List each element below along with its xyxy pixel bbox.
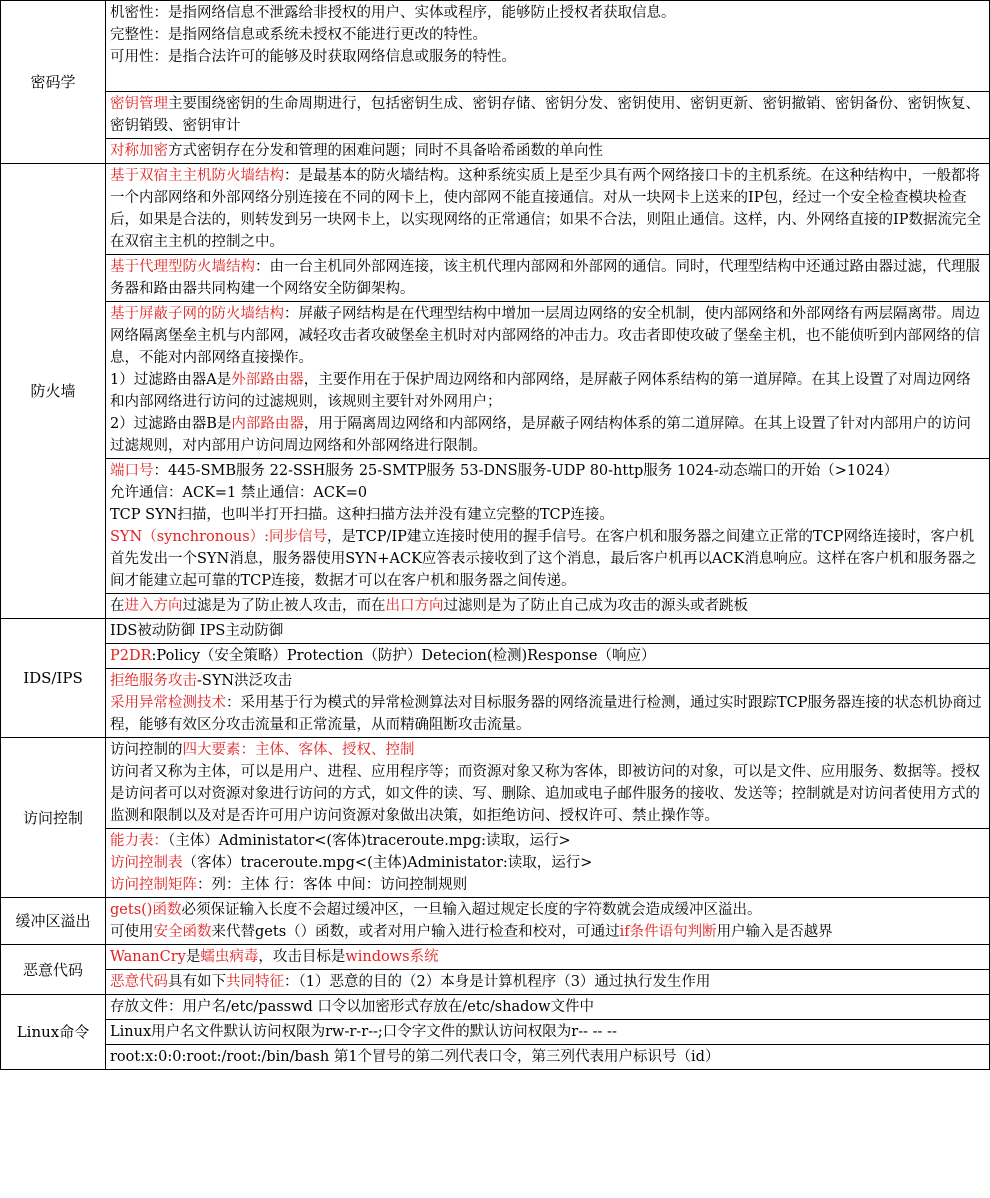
highlight-text: 进入方向 bbox=[124, 598, 183, 614]
content-line bbox=[110, 996, 985, 1018]
table-row bbox=[1, 829, 990, 898]
content-line bbox=[110, 46, 985, 68]
highlight-text: 密钥管理 bbox=[110, 96, 168, 112]
content-cell bbox=[106, 970, 990, 995]
content-line bbox=[110, 303, 985, 369]
table-row bbox=[1, 139, 990, 164]
content-line bbox=[110, 68, 985, 90]
highlight-text: windows系统 bbox=[345, 949, 439, 965]
highlight-text: 安全函数 bbox=[153, 924, 212, 940]
body-text: 在 bbox=[110, 598, 125, 614]
table-row bbox=[1, 945, 990, 970]
content-cell bbox=[106, 459, 990, 594]
body-text: ，攻击目标是 bbox=[258, 949, 346, 965]
content-line bbox=[110, 620, 985, 642]
content-line bbox=[110, 1021, 985, 1043]
content-line bbox=[110, 921, 985, 943]
notes-table-body bbox=[1, 1, 990, 1070]
table-row bbox=[1, 898, 990, 945]
body-text: 是 bbox=[185, 949, 201, 965]
body-text: ，用于隔离周边网络和内部网络，是屏蔽子网结构体系的第二道屏障。在其上设置了针对内部用户的访问过滤规则，对内部用户访问周边网络和外部网络进行限制。 bbox=[110, 416, 971, 454]
body-text: 过滤则是为了防止自己成为攻击的源头或者跳板 bbox=[443, 598, 748, 614]
table-row bbox=[1, 1, 990, 92]
category-cell: 恶意代码 bbox=[1, 945, 106, 995]
table-row bbox=[1, 1045, 990, 1070]
highlight-text: 拒绝服务攻击 bbox=[110, 673, 197, 689]
highlight-text: 外部路由器 bbox=[231, 372, 304, 388]
body-text: 允许通信：ACK=1 禁止通信：ACK=0 bbox=[110, 485, 368, 501]
highlight-text: 端口号 bbox=[110, 463, 154, 479]
content-line bbox=[110, 460, 985, 482]
table-row bbox=[1, 1020, 990, 1045]
content-line bbox=[110, 852, 985, 874]
body-text: ，主要作用在于保护周边网络和内部网络，是屏蔽子网体系结构的第一道屏障。在其上设置了对周边网络和内部网络进行访问的过滤规则，该规则主要针对外网用户； bbox=[110, 372, 971, 410]
body-text: 完整性：是指网络信息或系统未授权不能进行更改的特性。 bbox=[110, 27, 487, 43]
body-text: 可使用 bbox=[110, 924, 154, 940]
category-cell: 访问控制 bbox=[1, 738, 106, 898]
body-text: root:x:0:0:root:/root:/bin/bash 第1个冒号的第二列代表口令，第三列代表用户标识号（id） bbox=[110, 1049, 720, 1065]
content-cell bbox=[106, 594, 990, 619]
content-line bbox=[110, 670, 985, 692]
content-cell bbox=[106, 1, 990, 92]
body-text: ：屏蔽子网结构是在代理型结构中增加一层周边网络的安全机制，使内部网络和外部网络有两层隔离带。周边网络隔离堡垒主机与内部网，减轻攻击者攻破堡垒主机时对内部网络的冲击力。攻击者即使攻破了堡垒主机，也不能侦听到内部网络的信息，不能对内部网络直接操作。 bbox=[110, 306, 980, 366]
body-text: 方式密钥存在分发和管理的困难问题；同时不具备哈希函数的单向性 bbox=[168, 143, 603, 159]
content-cell bbox=[106, 255, 990, 302]
table-row bbox=[1, 459, 990, 594]
content-cell bbox=[106, 738, 990, 829]
highlight-text: 共同特征 bbox=[226, 974, 284, 990]
content-line bbox=[110, 256, 985, 300]
body-text: TCP SYN扫描，也叫半打开扫描。这种扫描方法并没有建立完整的TCP连接。 bbox=[110, 507, 614, 523]
highlight-text: 出口方向 bbox=[385, 598, 444, 614]
table-row bbox=[1, 594, 990, 619]
content-cell bbox=[106, 1020, 990, 1045]
content-line bbox=[110, 874, 985, 896]
highlight-text: 蠕虫病毒 bbox=[200, 949, 259, 965]
content-cell bbox=[106, 945, 990, 970]
body-text: ：是最基本的防火墙结构。这种系统实质上是至少具有两个网络接口卡的主机系统。在这种结构中，一般都将一个内部网络和外部网络分别连接在不同的网卡上，使内部网不能直接通信。对从一块网卡上送来的IP包，经过一个安全检查模块检查后，如果是合法的，则转发到另一块网卡上，以实现网络的正常通信；如果不合法，则阻止通信。这样，内、外网络直接的IP数据流完全在双宿主主机的控制之中。 bbox=[110, 168, 981, 250]
body-text: 访问者又称为主体，可以是用户、进程、应用程序等；而资源对象又称为客体，即被访问的对象，可以是文件、应用服务、数据等。授权是访问者可以对资源对象进行访问的方式，如文件的读、写、删除、追加或电子邮件服务的接收、发送等；控制就是对访问者使用方式的监测和限制以及对是否许可用户访问资源对象做出决策，如拒绝访问、授权许可、禁止操作等。 bbox=[110, 764, 980, 824]
body-text: 存放文件：用户名/etc/passwd 口令以加密形式存放在/etc/shadow文件中 bbox=[110, 999, 595, 1015]
table-row bbox=[1, 669, 990, 738]
table-row bbox=[1, 619, 990, 644]
highlight-text: P2DR bbox=[110, 648, 152, 664]
content-line bbox=[110, 413, 985, 457]
body-text: （客体）traceroute.mpg<(主体)Administator:读取，运行> bbox=[182, 855, 593, 871]
body-text: 过滤是为了防止被人攻击，而在 bbox=[182, 598, 386, 614]
body-text: ：（1）恶意的目的（2）本身是计算机程序（3）通过执行发生作用 bbox=[284, 974, 711, 990]
content-line bbox=[110, 369, 985, 413]
table-row bbox=[1, 644, 990, 669]
body-text: ：列：主体 行：客体 中间：访问控制规则 bbox=[197, 877, 468, 893]
table-row bbox=[1, 970, 990, 995]
body-text: 机密性：是指网络信息不泄露给非授权的用户、实体或程序，能够防止授权者获取信息。 bbox=[110, 5, 676, 21]
highlight-text: 恶意代码 bbox=[110, 974, 168, 990]
highlight-text: if条件语句判断 bbox=[619, 924, 717, 940]
table-row bbox=[1, 995, 990, 1020]
highlight-text: 内部路由器 bbox=[231, 416, 304, 432]
body-text: ：采用基于行为模式的异常检测算法对目标服务器的网络流量进行检测，通过实时跟踪TCP服务器连接的状态机协商过程，能够有效区分攻击流量和正常流量，从而精确阻断攻击流量。 bbox=[110, 695, 982, 733]
body-text: IDS被动防御 IPS主动防御 bbox=[110, 623, 284, 639]
body-text: ：445-SMB服务 22-SSH服务 25-SMTP服务 53-DNS服务-UDP 80-http服务 1024-动态端口的开始（>1024） bbox=[153, 463, 899, 479]
content-line bbox=[110, 595, 985, 617]
content-line bbox=[110, 93, 985, 137]
content-line bbox=[110, 899, 985, 921]
content-line bbox=[110, 830, 985, 852]
content-cell bbox=[106, 669, 990, 738]
content-cell bbox=[106, 829, 990, 898]
content-cell bbox=[106, 139, 990, 164]
content-line bbox=[110, 761, 985, 827]
highlight-text: 四大要素：主体、客体、授权、控制 bbox=[182, 742, 415, 758]
highlight-text: SYN（synchronous）:同步信号 bbox=[110, 529, 328, 545]
highlight-text: 访问控制矩阵 bbox=[110, 877, 197, 893]
content-line bbox=[110, 739, 985, 761]
content-line bbox=[110, 504, 985, 526]
body-text: 可用性：是指合法许可的能够及时获取网络信息或服务的特性。 bbox=[110, 49, 516, 65]
highlight-text: 能力表： bbox=[110, 833, 168, 849]
content-line bbox=[110, 645, 985, 667]
content-cell bbox=[106, 898, 990, 945]
content-cell bbox=[106, 995, 990, 1020]
content-cell bbox=[106, 1045, 990, 1070]
body-text: Linux用户名文件默认访问权限为rw-r-r--;口令字文件的默认访问权限为r-- -- -- bbox=[110, 1024, 617, 1040]
category-cell: 防火墙 bbox=[1, 164, 106, 619]
content-line bbox=[110, 971, 985, 993]
content-line bbox=[110, 946, 985, 968]
content-cell bbox=[106, 644, 990, 669]
category-cell: IDS/IPS bbox=[1, 619, 106, 738]
content-line bbox=[110, 165, 985, 253]
content-line bbox=[110, 140, 985, 162]
body-text: 访问控制的 bbox=[110, 742, 183, 758]
content-cell bbox=[106, 92, 990, 139]
content-cell bbox=[106, 302, 990, 459]
content-line bbox=[110, 1046, 985, 1068]
content-line bbox=[110, 692, 985, 736]
category-cell: 密码学 bbox=[1, 1, 106, 164]
body-text: ：由一台主机同外部网连接，该主机代理内部网和外部网的通信。同时，代理型结构中还通过路由器过滤，代理服务器和路由器共同构建一个网络安全防御架构。 bbox=[110, 259, 980, 297]
category-cell: 缓冲区溢出 bbox=[1, 898, 106, 945]
body-text: 来代替gets（）函数，或者对用户输入进行检查和校对，可通过 bbox=[211, 924, 620, 940]
body-text: 用户输入是否越界 bbox=[716, 924, 833, 940]
content-line bbox=[110, 2, 985, 24]
body-text: 具有如下 bbox=[168, 974, 226, 990]
table-row bbox=[1, 302, 990, 459]
highlight-text: 基于代理型防火墙结构 bbox=[110, 259, 255, 275]
body-text: ，是TCP/IP建立连接时使用的握手信号。在客户机和服务器之间建立正常的TCP网络连接时，客户机首先发出一个SYN消息，服务器使用SYN+ACK应答表示接收到了这个消息，最后客户机再以ACK消息响应。这样在客户机和服务器之间才能建立起可靠的TCP连接，数据才可以在客户机和服务器之间传递。 bbox=[110, 529, 977, 589]
content-line bbox=[110, 526, 985, 592]
body-text: （主体）Administator<(客体)traceroute.mpg:读取，运行> bbox=[168, 833, 571, 849]
body-text: 主要围绕密钥的生命周期进行，包括密钥生成、密钥存储、密钥分发、密钥使用、密钥更新、密钥撤销、密钥备份、密钥恢复、密钥销毁、密钥审计 bbox=[110, 96, 980, 134]
highlight-text: WananCry bbox=[110, 949, 186, 965]
body-text: -SYN洪泛攻击 bbox=[197, 673, 293, 689]
content-line bbox=[110, 482, 985, 504]
highlight-text: gets()函数 bbox=[110, 902, 182, 918]
table-row bbox=[1, 738, 990, 829]
highlight-text: 对称加密 bbox=[110, 143, 168, 159]
body-text: 2）过滤路由器B是 bbox=[110, 416, 232, 432]
body-text: 1）过滤路由器A是 bbox=[110, 372, 232, 388]
category-cell: Linux命令 bbox=[1, 995, 106, 1070]
content-cell bbox=[106, 619, 990, 644]
highlight-text: 采用异常检测技术 bbox=[110, 695, 226, 711]
body-text: 必须保证输入长度不会超过缓冲区，一旦输入超过规定长度的字符数就会造成缓冲区溢出。 bbox=[181, 902, 762, 918]
highlight-text: 基于双宿主主机防火墙结构 bbox=[110, 168, 284, 184]
body-text: :Policy（安全策略）Protection（防护）Detecion(检测)Response（响应） bbox=[151, 648, 656, 664]
highlight-text: 访问控制表 bbox=[110, 855, 183, 871]
table-row bbox=[1, 255, 990, 302]
content-cell bbox=[106, 164, 990, 255]
highlight-text: 基于屏蔽子网的防火墙结构 bbox=[110, 306, 284, 322]
table-row bbox=[1, 92, 990, 139]
table-row bbox=[1, 164, 990, 255]
content-line bbox=[110, 24, 985, 46]
